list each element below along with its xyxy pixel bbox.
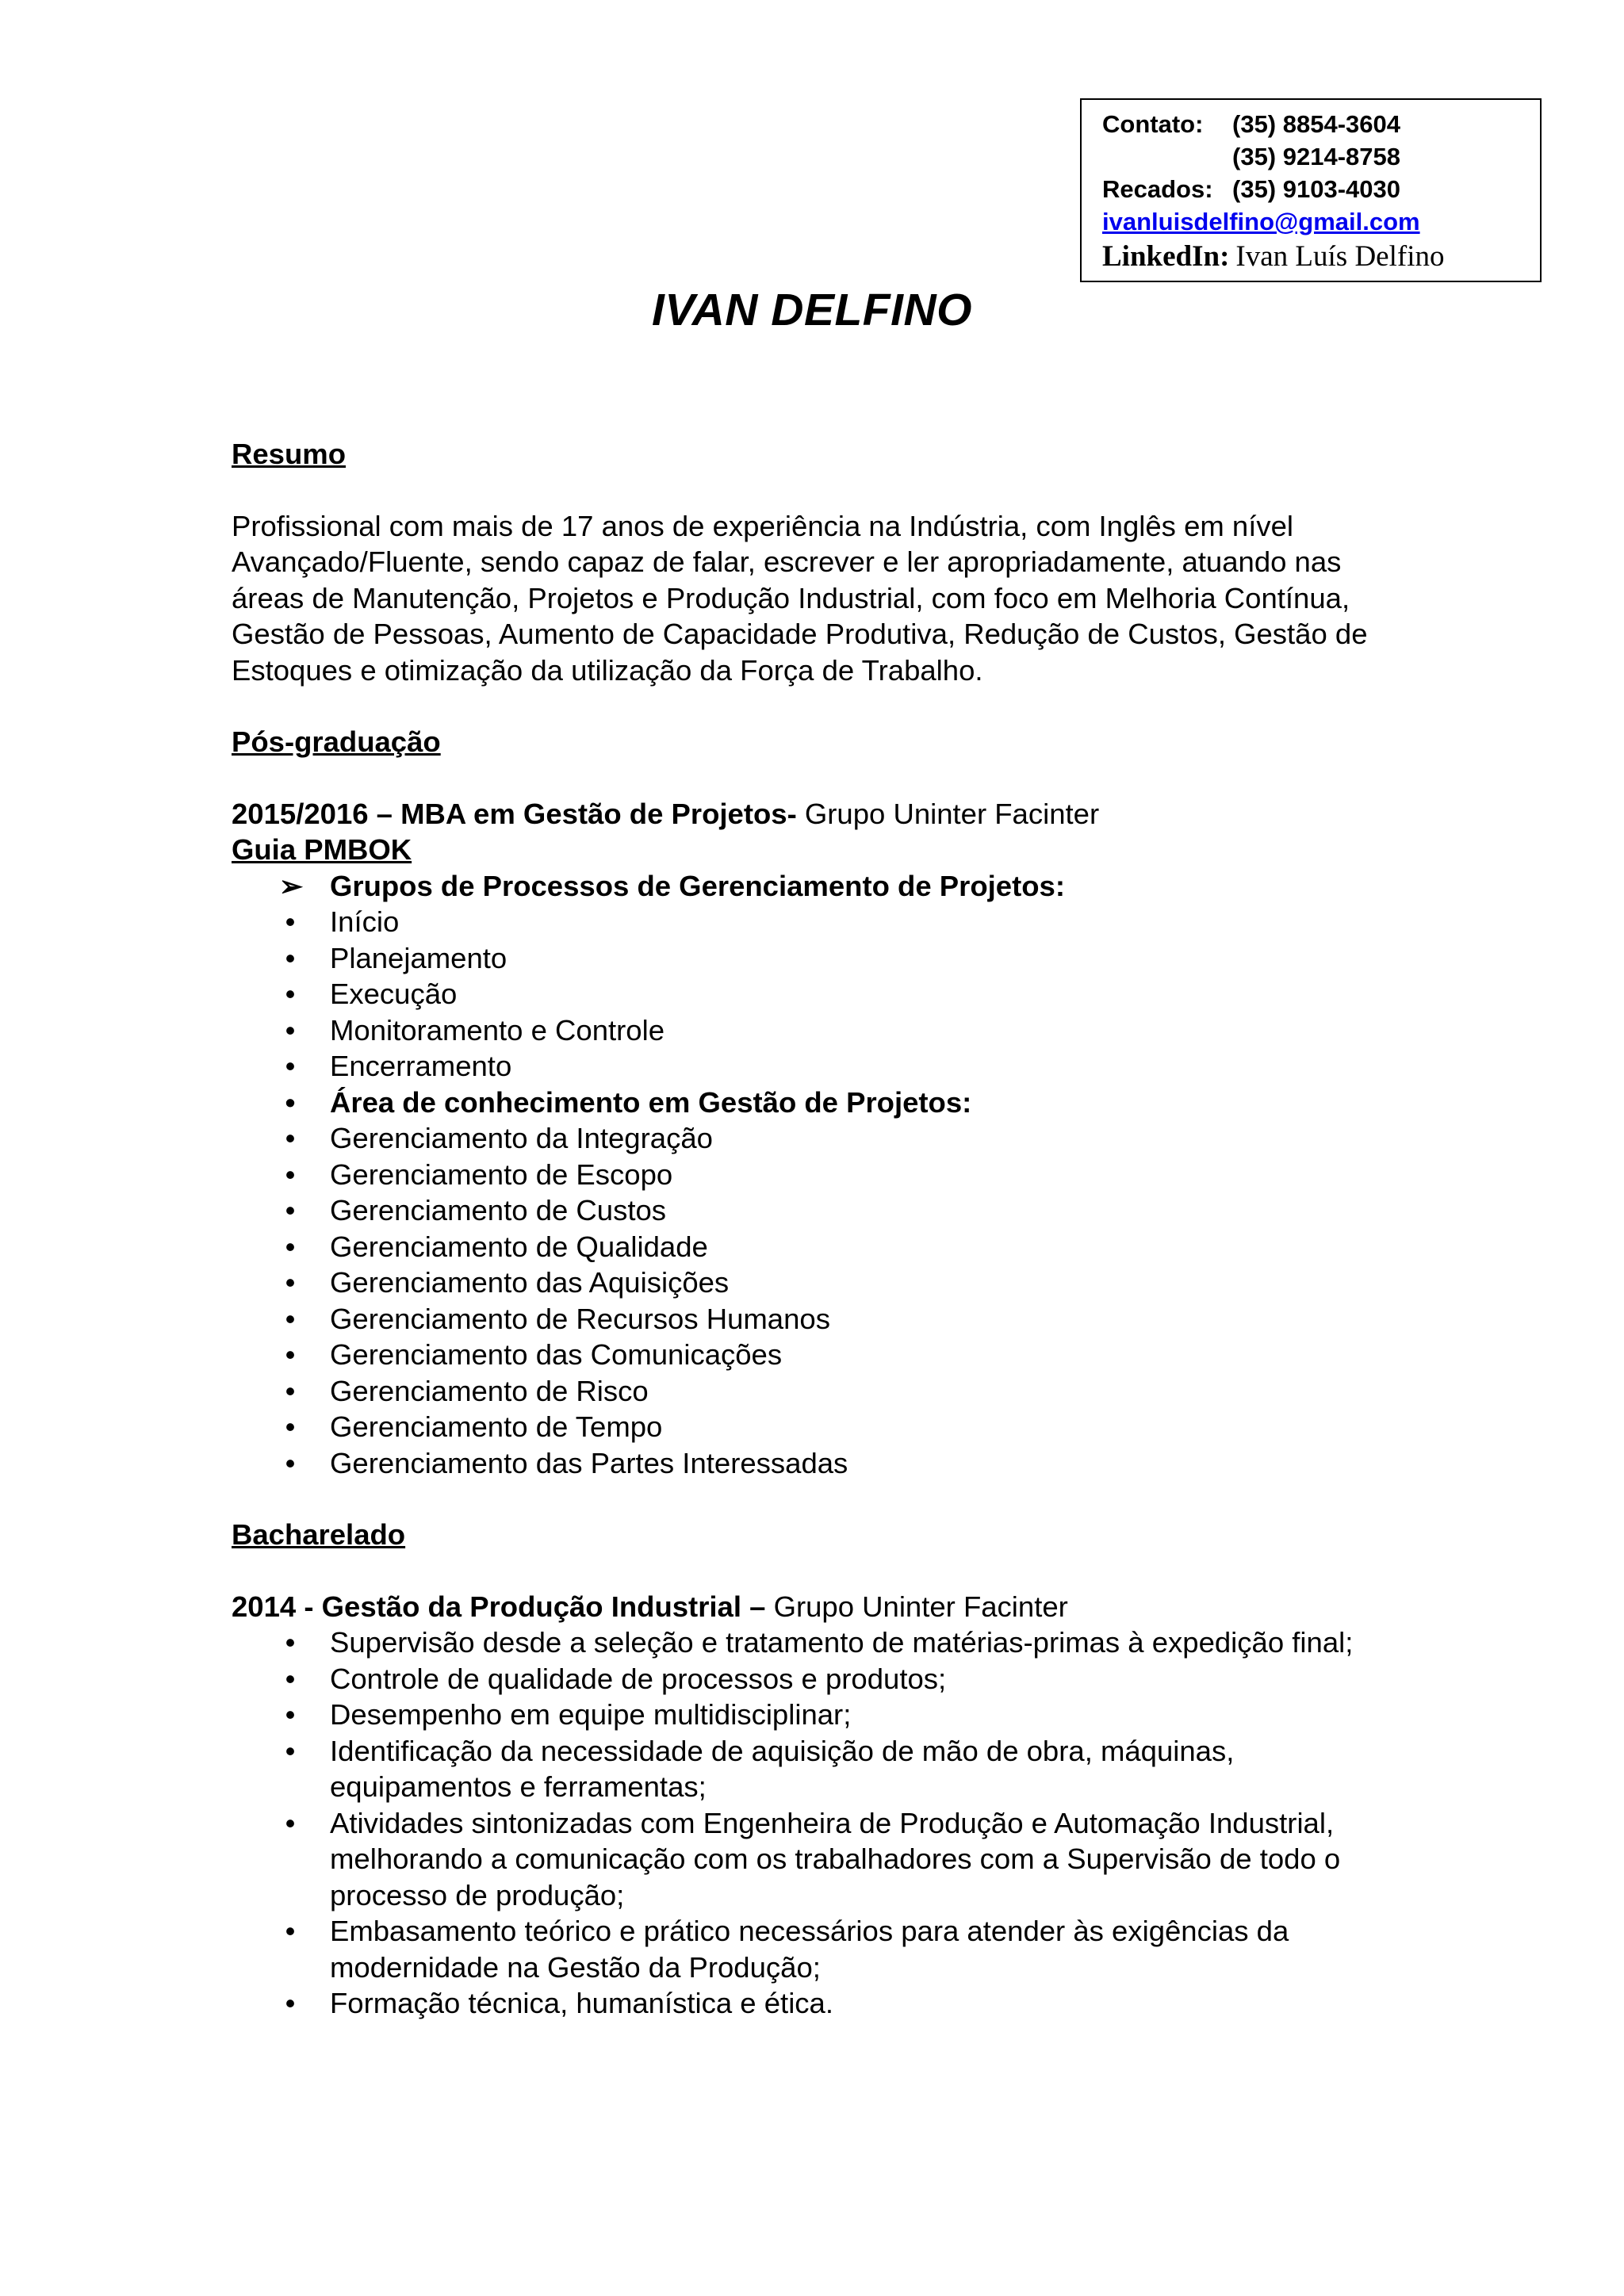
contact-box	[1080, 98, 1542, 282]
bacharelado-title: 2014 - Gestão da Produção Industrial – Grupo Uninter Facinter	[232, 1590, 1068, 1623]
list-item: • Identificação da necessidade de aquisição de mão de obra, máquinas, equipamentos e ferramentas;	[232, 1733, 1405, 1805]
bullet-icon: •	[285, 1266, 296, 1299]
bacharelado-list	[232, 1624, 1405, 2022]
bullet-icon: •	[285, 1338, 296, 1371]
list-item: • Planejamento	[232, 940, 1405, 977]
list-item: • Área de conhecimento em Gestão de Projetos:	[232, 1085, 1405, 1121]
pos-graduacao-heading: Pós-graduação	[232, 725, 441, 758]
bullet-icon: •	[285, 941, 296, 974]
bullet-icon: •	[285, 978, 296, 1010]
list-item: • Execução	[232, 976, 1405, 1012]
contact-phone-2: (35) 9214-8758	[1232, 143, 1400, 170]
bullet-icon: •	[285, 1987, 296, 2019]
list-item: • Gerenciamento de Qualidade	[232, 1229, 1405, 1265]
list-item: • Gerenciamento de Risco	[232, 1373, 1405, 1410]
linkedin-row	[1102, 238, 1540, 276]
bullet-icon: •	[285, 1734, 296, 1767]
contact-label: Contato:	[1102, 110, 1204, 138]
contact-row-1	[1102, 108, 1540, 140]
bullet-icon: •	[285, 1122, 296, 1154]
list-item: • Gerenciamento de Escopo	[232, 1157, 1405, 1193]
list-item: • Gerenciamento de Recursos Humanos	[232, 1301, 1405, 1337]
mba-title: 2015/2016 – MBA em Gestão de Projetos- Grupo Uninter Facinter	[232, 797, 1100, 830]
bullet-icon: •	[285, 1410, 296, 1443]
list-item: • Gerenciamento das Aquisições	[232, 1265, 1405, 1301]
list-item: • Início	[232, 904, 1405, 940]
list-item: • Monitoramento e Controle	[232, 1012, 1405, 1049]
bullet-icon: •	[285, 905, 296, 938]
list-item: • Gerenciamento de Custos	[232, 1192, 1405, 1229]
list-item: • Gerenciamento da Integração	[232, 1120, 1405, 1157]
bullet-icon: •	[285, 1302, 296, 1335]
bullet-icon: •	[285, 1698, 296, 1731]
resumo-heading: Resumo	[232, 438, 347, 470]
linkedin-label: LinkedIn:	[1102, 240, 1230, 273]
resume-content	[232, 436, 1405, 2022]
list-item: • Atividades sintonizadas com Engenheira de Produção e Automação Industrial, melhorando a comunicação com os trabalhadores com a Supervisão de todo o processo de produção;	[232, 1805, 1405, 1914]
bullet-icon: •	[285, 1230, 296, 1263]
list-item: • Gerenciamento de Tempo	[232, 1409, 1405, 1445]
list-item: • Formação técnica, humanística e ética.	[232, 1985, 1405, 2022]
candidate-name: IVAN DELFINO	[652, 285, 972, 335]
bullet-icon: •	[285, 1374, 296, 1407]
arrow-bullet-icon: ➢	[279, 869, 304, 902]
list-item: • Desempenho em equipe multidisciplinar;	[232, 1697, 1405, 1733]
bullet-icon: •	[285, 1050, 296, 1082]
list-item: • Gerenciamento das Comunicações	[232, 1337, 1405, 1373]
list-item: • Encerramento	[232, 1048, 1405, 1085]
recados-phone: (35) 9103-4030	[1232, 175, 1400, 203]
list-item: • Embasamento teórico e prático necessários para atender às exigências da modernidade na Gestão da Produção;	[232, 1913, 1405, 1985]
recados-label: Recados:	[1102, 175, 1213, 203]
bullet-icon: •	[285, 1662, 296, 1695]
bullet-icon: •	[285, 1446, 296, 1479]
pmbok-list	[232, 868, 1405, 1482]
bullet-icon: •	[285, 1085, 296, 1119]
contact-row-4	[1102, 205, 1540, 238]
bullet-icon: •	[285, 1158, 296, 1191]
list-item: • Supervisão desde a seleção e tratamento de matérias-primas à expedição final;	[232, 1624, 1405, 1661]
contact-phone-1: (35) 8854-3604	[1232, 110, 1400, 138]
list-item: • Gerenciamento das Partes Interessadas	[232, 1445, 1405, 1482]
list-item: ➢ Grupos de Processos de Gerenciamento de Projetos:	[232, 868, 1405, 905]
bullet-icon: •	[285, 1915, 296, 1947]
contact-row-2	[1102, 140, 1540, 173]
email-link[interactable]: ivanluisdelfino@gmail.com	[1102, 208, 1420, 235]
pmbok-guide: Guia PMBOK	[232, 833, 412, 866]
contact-row-3	[1102, 173, 1540, 205]
resumo-text: Profissional com mais de 17 anos de experiência na Indústria, com Inglês em nível Avançado/Fluente, sendo capaz de falar, escrever e ler apropriadamente, atuando nas áreas de Manutenção, Projetos e Produção Industrial, com foco em Melhoria Contínua, Gestão de Pessoas, Aumento de Capacidade Produtiva, Redução de Custos, Gestão de Estoques e otimização da utilização da Força de Trabalho.	[232, 509, 1368, 687]
bullet-icon: •	[285, 1806, 296, 1839]
bullet-icon: •	[285, 1194, 296, 1226]
bullet-icon: •	[285, 1013, 296, 1047]
bacharelado-heading: Bacharelado	[232, 1518, 406, 1551]
list-item: • Controle de qualidade de processos e produtos;	[232, 1661, 1405, 1697]
bullet-icon: •	[285, 1626, 296, 1659]
linkedin-name: Ivan Luís Delfino	[1235, 240, 1445, 273]
